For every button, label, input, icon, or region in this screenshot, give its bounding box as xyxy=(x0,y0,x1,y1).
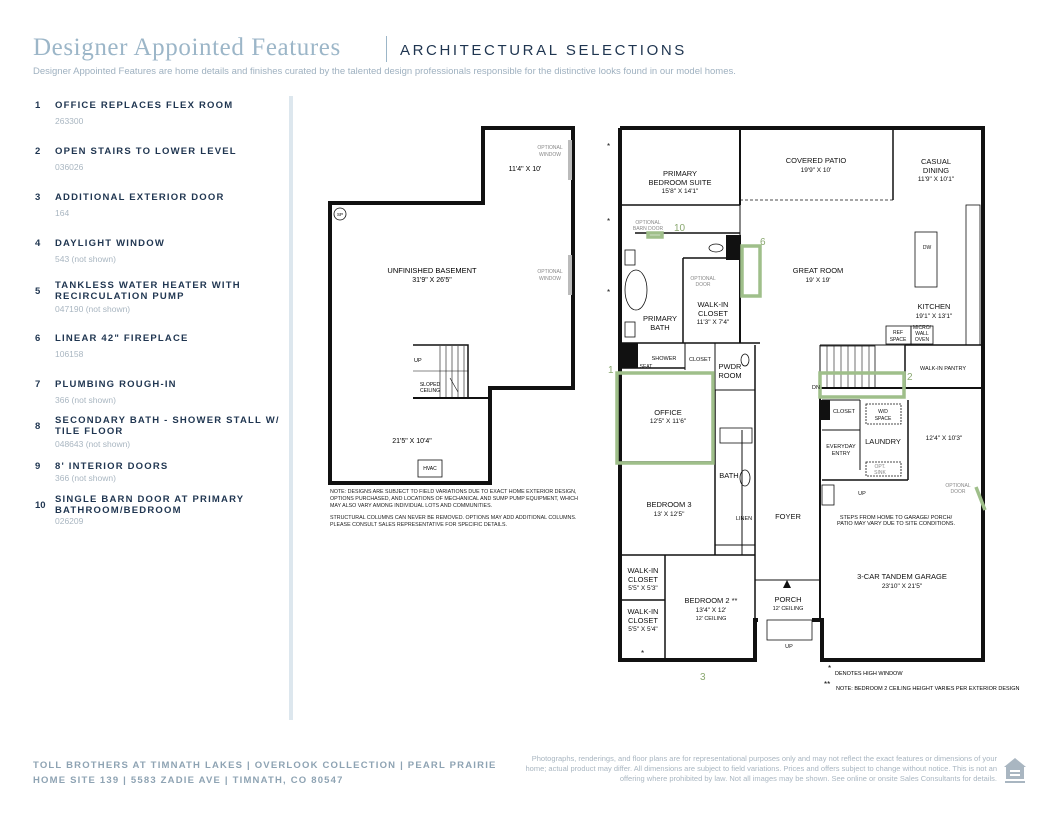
room-label: ROOM xyxy=(718,371,742,380)
hvac-label: HVAC xyxy=(423,466,437,472)
high-window-star: * xyxy=(641,649,645,658)
room-label: PRIMARY xyxy=(662,169,698,178)
legend-stars: ** xyxy=(824,680,831,689)
room-label: KITCHEN xyxy=(917,302,951,311)
entry-label: EVERYDAY xyxy=(826,444,856,450)
legend-bed2-note: NOTE: BEDROOM 2 CEILING HEIGHT VARIES PER EXTERIOR DESIGN xyxy=(836,686,1020,692)
stair-up-label: UP xyxy=(785,644,793,650)
bath-label: BATH xyxy=(719,471,739,480)
room-label: DINING xyxy=(922,166,950,175)
feature-code: 164 xyxy=(55,208,70,218)
steps-note: PATIO MAY VARY DUE TO SITE CONDITIONS. xyxy=(837,521,955,527)
feature-number: 6 xyxy=(35,333,41,344)
room-label: PRIMARY xyxy=(642,314,678,323)
opt-sink-label: OPT. xyxy=(874,464,886,470)
stair-up-label: UP xyxy=(858,491,866,497)
feature-title: SINGLE BARN DOOR AT PRIMARY BATHROOM/BEDROOM xyxy=(55,494,245,516)
ceiling-label: CEILING xyxy=(419,388,441,394)
feature-title: OPEN STAIRS TO LOWER LEVEL xyxy=(55,146,237,157)
room-label: OFFICE xyxy=(654,408,682,417)
wd-label: SPACE xyxy=(874,416,892,422)
feature-code: 366 (not shown) xyxy=(55,395,116,405)
optional-window-label: OPTIONAL xyxy=(537,269,563,275)
feature-code: 366 (not shown) xyxy=(55,473,116,483)
option-marker-10: 10 xyxy=(674,223,686,234)
equal-housing-icon xyxy=(1002,756,1028,786)
room-label: GREAT ROOM xyxy=(792,266,844,275)
room-label: CLOSET xyxy=(627,616,659,625)
structural-column xyxy=(820,400,830,420)
option-marker-2: 2 xyxy=(907,372,913,383)
footer-line: TOLL BROTHERS AT TIMNATH LAKES | OVERLOOK COLLECTION | PEARL PRAIRIE xyxy=(33,760,497,771)
room-dim: 13'4" X 12' xyxy=(695,607,727,614)
feature-title: LINEAR 42" FIREPLACE xyxy=(55,333,189,344)
page-title: Designer Appointed Features xyxy=(33,34,341,61)
barn-door-label: OPTIONAL xyxy=(635,220,661,226)
oven-label: MICRO/ xyxy=(912,325,932,331)
optional-door-label: OPTIONAL xyxy=(690,276,716,282)
feature-number: 1 xyxy=(35,100,41,111)
oven-label: OVEN xyxy=(914,337,930,343)
high-window-star: * xyxy=(607,288,611,297)
room-dim: 5'5" X 5'4" xyxy=(628,626,658,633)
option-marker-3: 3 xyxy=(700,672,706,683)
room-label: PWDR xyxy=(718,362,742,371)
feature-number: 2 xyxy=(35,146,41,157)
entry-label: ENTRY xyxy=(831,451,851,457)
footer-line: HOME SITE 139 | 5583 ZADIE AVE | TIMNATH, CO 80547 xyxy=(33,775,344,786)
room-dim: 19' X 19' xyxy=(805,277,831,284)
basement-label: UNFINISHED BASEMENT xyxy=(387,266,477,275)
ceiling-label: 12' CEILING xyxy=(695,616,727,622)
room-label: BEDROOM 3 xyxy=(646,500,692,509)
legend-star: * xyxy=(828,664,832,673)
note-paragraph: NOTE: DESIGNS ARE SUBJECT TO FIELD VARIATIONS DUE TO EXACT HOME EXTERIOR DESIGN, OPTIONS PURCHASED, AND LOCATIONS OF MECHANICAL AND SUMP PUMP EQUIPMENT, WHICH MAY ALSO VARY AMONG INDIVIDUAL LOTS AND COMMUNITIES. xyxy=(330,489,578,509)
feature-number: 9 xyxy=(35,461,41,472)
optional-door-label: DOOR xyxy=(695,282,711,288)
page-description: Designer Appointed Features are home details and finishes curated by the talented design professionals responsible for the distinctive looks found in our model homes. xyxy=(33,66,736,77)
ref-label: REF xyxy=(893,330,903,336)
room-label: 3-CAR TANDEM GARAGE xyxy=(857,572,947,581)
optional-window-label: WINDOW xyxy=(539,276,561,282)
feature-number: 4 xyxy=(35,238,41,249)
wd-label: W/D xyxy=(878,409,888,415)
oven-label: WALL xyxy=(915,331,929,337)
feature-title: 8' INTERIOR DOORS xyxy=(55,461,169,472)
fireplace-highlight xyxy=(742,246,760,296)
feature-number: 5 xyxy=(35,286,41,297)
note-paragraph: STRUCTURAL COLUMNS CAN NEVER BE REMOVED. OPTIONS MAY ADD ADDITIONAL COLUMNS. PLEASE CONSULT SALES REPRESENTATIVE FOR SPECIFIC DETAILS. xyxy=(330,515,577,528)
feature-number: 7 xyxy=(35,379,41,390)
structural-column xyxy=(620,343,638,368)
ref-label: SPACE xyxy=(889,337,907,343)
opt-sink-label: SINK xyxy=(874,470,886,476)
room-dim: 12'5" X 11'6" xyxy=(649,418,687,425)
feature-code: 047190 (not shown) xyxy=(55,304,131,314)
room-dim: 23'10" X 21'5" xyxy=(881,583,923,590)
feature-code: 036026 xyxy=(55,162,84,172)
linen-label: LINEN xyxy=(735,516,753,522)
room-label: BATH xyxy=(650,323,670,332)
room-label: PORCH xyxy=(774,595,802,604)
room-dim: 19'1" X 13'1" xyxy=(915,313,953,320)
room-dim: 19'9" X 10' xyxy=(800,167,832,174)
feature-number: 8 xyxy=(35,421,41,432)
basement-dim: 31'9" X 26'5" xyxy=(412,277,452,284)
room-label: WALK-IN xyxy=(627,607,659,616)
shower-label: SHOWER xyxy=(651,356,677,362)
feature-number: 3 xyxy=(35,192,41,203)
feature-title: DAYLIGHT WINDOW xyxy=(55,238,166,249)
floor-plan xyxy=(320,118,1040,698)
basement-plan xyxy=(330,128,573,483)
feature-number: 10 xyxy=(35,500,46,511)
room-label: FOYER xyxy=(775,512,801,521)
legend-high-window: DENOTES HIGH WINDOW xyxy=(835,671,903,677)
feature-title: ADDITIONAL EXTERIOR DOOR xyxy=(55,192,225,203)
room-dim: 11'3" X 7'4" xyxy=(696,319,730,326)
optional-window-label: WINDOW xyxy=(539,152,561,158)
closet-label: CLOSET xyxy=(832,409,856,415)
closet-label: CLOSET xyxy=(688,357,712,363)
barn-door-highlight xyxy=(648,233,662,237)
room-dim: 13' X 12'5" xyxy=(653,511,685,518)
fireplace-base xyxy=(726,235,740,260)
high-window-star: * xyxy=(607,217,611,226)
basement-bottom-dim: 21'5" X 10'4" xyxy=(392,438,432,445)
ceiling-label: 12' CEILING xyxy=(772,606,804,612)
room-label: WALK-IN xyxy=(627,566,659,575)
option-marker-1: 1 xyxy=(608,365,614,376)
room-dim: 12'4" X 10'3" xyxy=(925,435,963,442)
dw-label: DW xyxy=(922,245,932,251)
footer-community xyxy=(33,758,497,788)
feature-title: OFFICE REPLACES FLEX ROOM xyxy=(55,100,234,111)
steps-note: STEPS FROM HOME TO GARAGE/ PORCH/ xyxy=(839,515,953,521)
room-label: LAUNDRY xyxy=(865,437,901,446)
room-label: CLOSET xyxy=(697,309,729,318)
seat-label: SEAT xyxy=(639,364,653,370)
room-label: WALK-IN xyxy=(697,300,729,309)
feature-code: 026209 xyxy=(55,516,84,526)
stair-up-label: UP xyxy=(414,358,422,364)
sump-pump-label: SP xyxy=(336,212,344,217)
feature-code: 048643 (not shown) xyxy=(55,439,131,449)
feature-title: TANKLESS WATER HEATER WITH RECIRCULATION PUMP xyxy=(55,280,241,302)
vertical-divider xyxy=(289,96,293,720)
page-subtitle: ARCHITECTURAL SELECTIONS xyxy=(400,42,687,59)
high-window-star: * xyxy=(607,142,611,151)
basement-top-dim: 11'4" X 10' xyxy=(508,166,542,173)
feature-title: PLUMBING ROUGH-IN xyxy=(55,379,177,390)
title-divider xyxy=(386,36,387,62)
sloped-label: SLOPED xyxy=(419,382,441,388)
optional-window-label: OPTIONAL xyxy=(537,145,563,151)
room-label: CASUAL xyxy=(920,157,952,166)
feature-code: 263300 xyxy=(55,116,84,126)
room-label: BEDROOM SUITE xyxy=(648,178,712,187)
footer-disclaimer: Photographs, renderings, and floor plans are for representational purposes only and may not reflect the exact features or dimensions of your home; actual product may differ. All dimensions are subject to field variations. Prices and offers subject to change without notice. This is not an offering where prohibited by law. Not all images may be shown. See online or onsite Sales Consultants for details. xyxy=(525,754,997,783)
feature-code: 543 (not shown) xyxy=(55,254,116,264)
option-marker-6: 6 xyxy=(760,237,766,248)
barn-door-label: BARN DOOR xyxy=(632,226,664,232)
optional-door-label: OPTIONAL xyxy=(945,483,971,489)
room-label: BEDROOM 2 ** xyxy=(684,596,738,605)
room-dim: 15'8" X 14'1" xyxy=(661,188,699,195)
feature-code: 106158 xyxy=(55,349,84,359)
feature-title: SECONDARY BATH - SHOWER STALL W/ TILE FLOOR xyxy=(55,415,280,437)
stair-down-label: DN xyxy=(812,385,820,391)
room-label: COVERED PATIO xyxy=(785,156,847,165)
room-label: CLOSET xyxy=(627,575,659,584)
room-dim: 11'9" X 10'1" xyxy=(917,176,955,183)
room-dim: 5'5" X 5'3" xyxy=(628,585,658,592)
entry-arrow xyxy=(783,580,791,588)
pantry-label: WALK-IN PANTRY xyxy=(919,366,967,372)
plan-notes xyxy=(330,489,580,534)
optional-door-label: DOOR xyxy=(950,489,966,495)
